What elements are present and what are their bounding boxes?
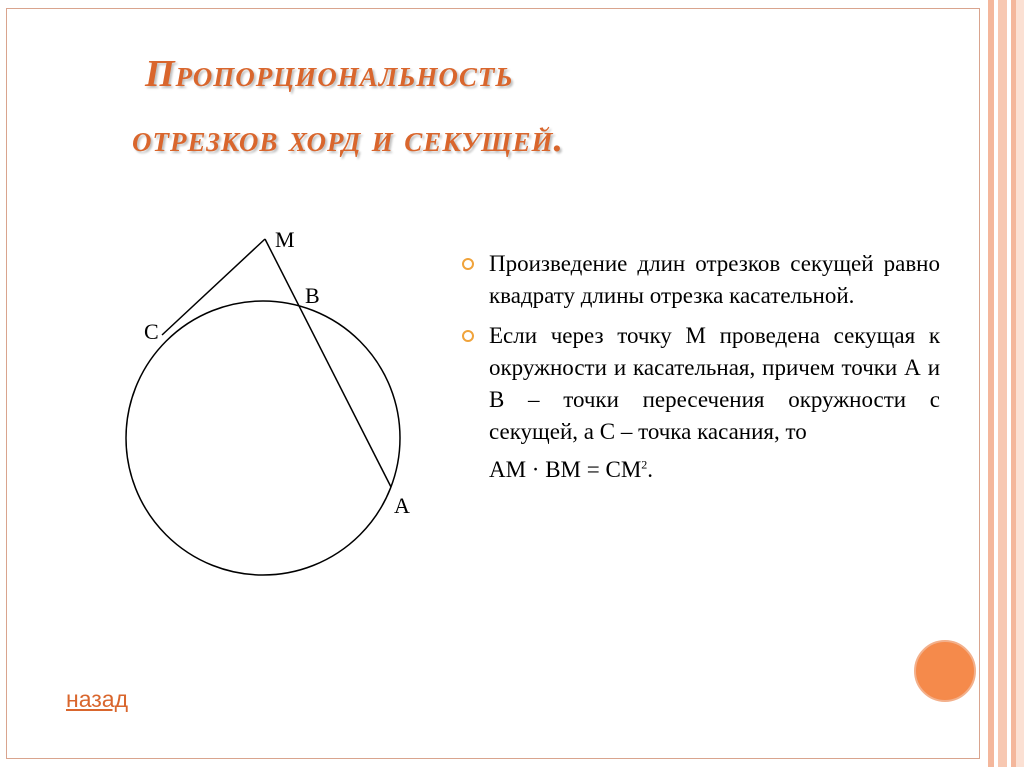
bullet-list — [462, 248, 940, 494]
decorative-side-stripes — [980, 0, 1024, 767]
point-label-b: B — [305, 283, 320, 308]
bullet-item — [462, 248, 940, 312]
formula-end: . — [647, 456, 654, 482]
bullet-circle-icon — [462, 258, 474, 270]
circle — [126, 301, 400, 575]
bullet-circle-icon — [462, 330, 474, 342]
point-label-c: C — [144, 319, 159, 344]
bullet-item — [462, 320, 940, 486]
nav-circle-button[interactable] — [914, 640, 976, 702]
formula-superscript: 2 — [641, 457, 648, 471]
back-link[interactable]: назад — [66, 686, 128, 712]
formula — [489, 457, 653, 482]
bullet-text: Если через точку М проведена секущая к окружности и касательная, причем точки А и В – точки пересечения окружности с секущей, а С – точка касания, то — [489, 323, 940, 444]
slide-title-line-1: Пропорциональность — [145, 53, 514, 95]
point-label-a: A — [394, 493, 410, 518]
point-label-m: M — [275, 227, 295, 252]
slide-title-line-2: отрезков хорд и секущей. — [132, 118, 564, 160]
secant-line-ma — [265, 239, 391, 487]
bullet-text: Произведение длин отрезков секущей равно квадрату длины отрезка касательной. — [489, 251, 940, 308]
tangent-line-mc — [162, 239, 265, 335]
formula-main: АМ · ВМ = СМ — [489, 456, 642, 482]
geometry-diagram — [110, 215, 440, 590]
